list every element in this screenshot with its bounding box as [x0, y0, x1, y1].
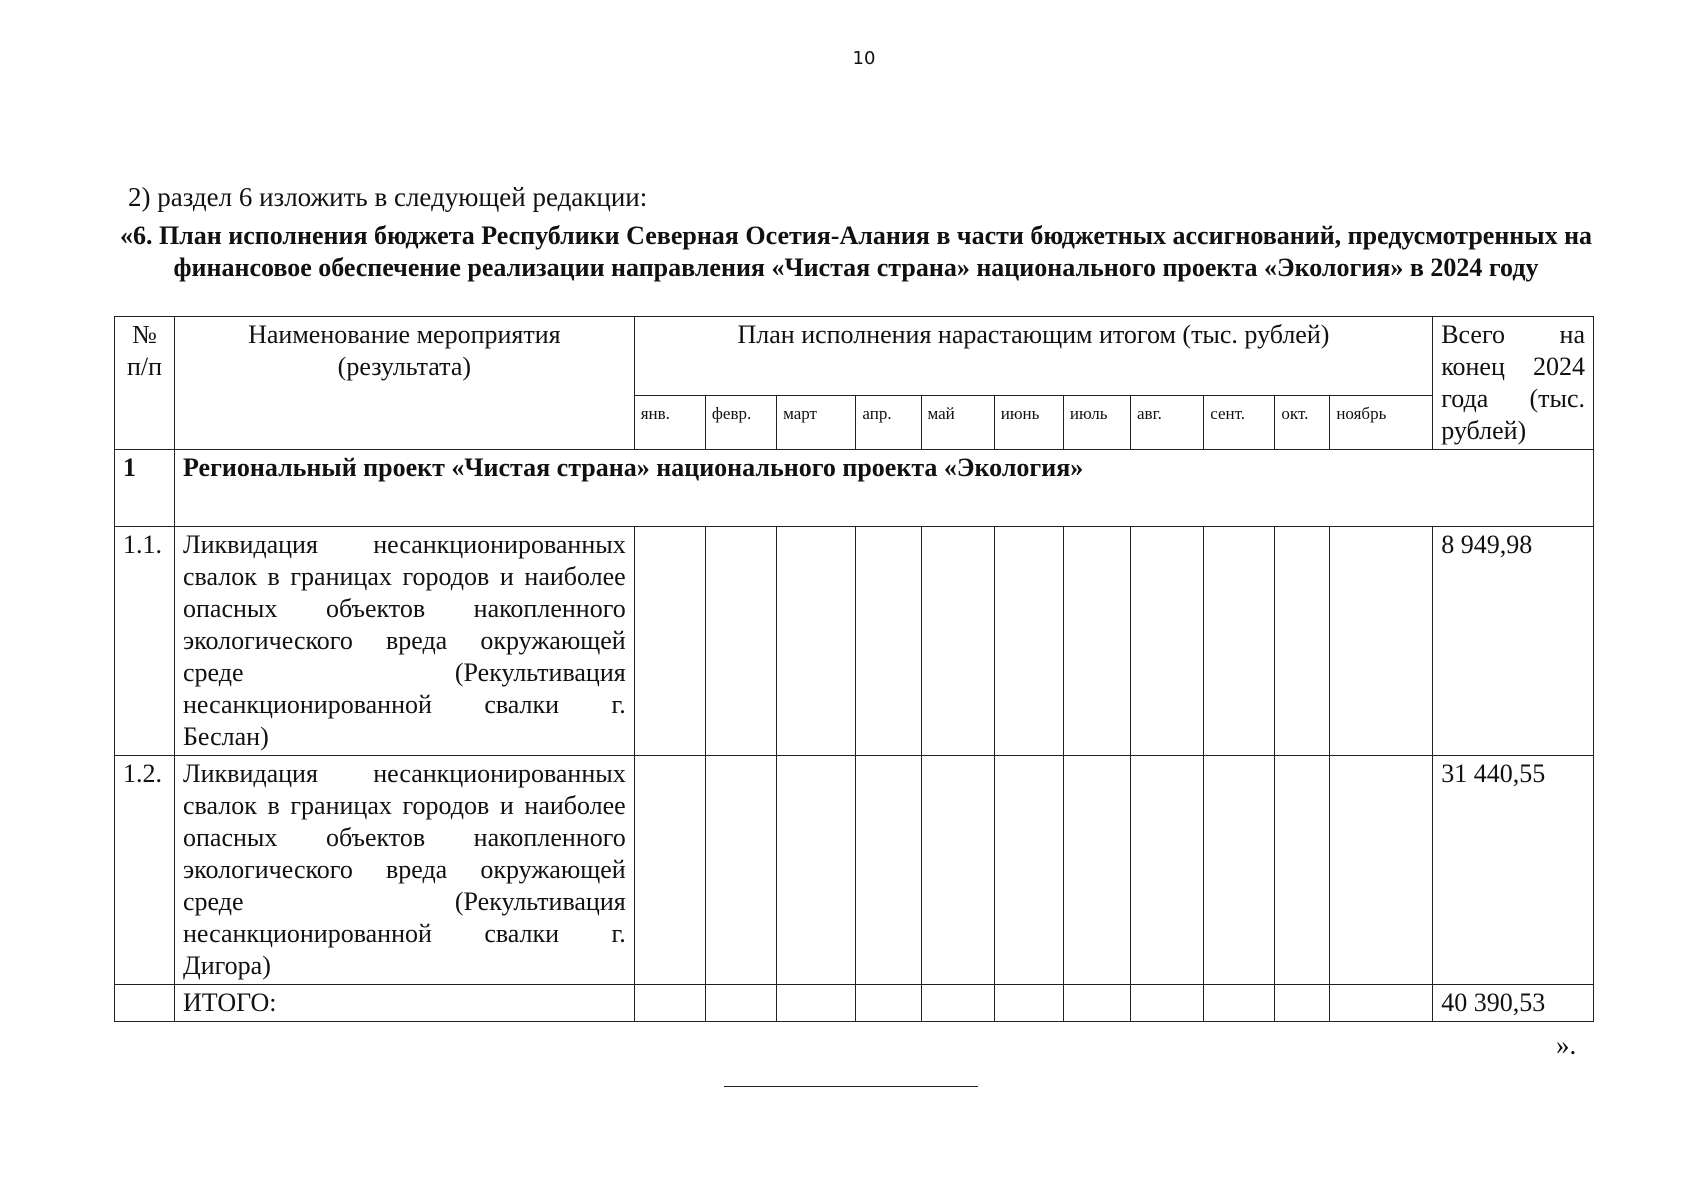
month-cell	[705, 527, 776, 756]
month-cell	[856, 756, 921, 985]
month-cell	[777, 527, 856, 756]
month-cell	[1131, 527, 1204, 756]
month-cell	[1204, 985, 1275, 1022]
month-cell	[994, 756, 1063, 985]
horizontal-rule	[724, 1086, 978, 1087]
header-number: № п/п	[115, 317, 175, 450]
month-cell	[1063, 527, 1130, 756]
section-row	[115, 450, 1594, 527]
month-cell	[1275, 527, 1330, 756]
month-cell	[1063, 756, 1130, 985]
month-cell	[705, 756, 776, 985]
month-cell	[777, 985, 856, 1022]
row-description: Ликвидация несанкционированных свалок в границах городов и наиболее опасных объектов накопленного экологического вреда окружающей среде (Рекультивация несанкционированной свалки г. Беслан)	[175, 527, 635, 756]
month-cell	[1275, 985, 1330, 1022]
header-total	[1433, 317, 1594, 450]
row-total: 31 440,55	[1433, 756, 1594, 985]
month-cell	[777, 756, 856, 985]
row-number: 1.1.	[115, 527, 175, 756]
month-apr: апр.	[856, 395, 921, 449]
month-cell	[1204, 527, 1275, 756]
table-row	[115, 527, 1594, 756]
month-cell	[1063, 985, 1130, 1022]
total-row	[115, 985, 1594, 1022]
total-row-number	[115, 985, 175, 1022]
month-aug: авг.	[1131, 395, 1204, 449]
header-plan: План исполнения нарастающим итогом (тыс. рублей)	[634, 317, 1432, 396]
month-cell	[1204, 756, 1275, 985]
month-jan: янв.	[634, 395, 705, 449]
month-oct: окт.	[1275, 395, 1330, 449]
month-cell	[634, 985, 705, 1022]
row-description: Ликвидация несанкционированных свалок в границах городов и наиболее опасных объектов накопленного экологического вреда окружающей среде (Рекультивация несанкционированной свалки г. Дигора)	[175, 756, 635, 985]
month-cell	[634, 756, 705, 985]
header-total-line: рублей)	[1441, 416, 1527, 445]
grand-total: 40 390,53	[1433, 985, 1594, 1022]
month-cell	[705, 985, 776, 1022]
month-cell	[1330, 527, 1433, 756]
month-cell	[634, 527, 705, 756]
month-mar: март	[777, 395, 856, 449]
intro-text: 2) раздел 6 изложить в следующей редакции:	[128, 182, 648, 212]
month-cell	[1275, 756, 1330, 985]
month-cell	[1330, 985, 1433, 1022]
total-label: ИТОГО:	[175, 985, 635, 1022]
month-cell	[1131, 756, 1204, 985]
month-cell	[856, 527, 921, 756]
month-sep: сент.	[1204, 395, 1275, 449]
month-feb: февр.	[705, 395, 776, 449]
month-cell	[856, 985, 921, 1022]
month-cell	[1131, 985, 1204, 1022]
table-header-row	[115, 317, 1594, 396]
month-cell	[994, 527, 1063, 756]
section-title: Региональный проект «Чистая страна» национального проекта «Экология»	[175, 450, 1594, 527]
month-cell	[921, 985, 994, 1022]
header-name: Наименование мероприятия (результата)	[175, 317, 635, 450]
budget-plan-table	[114, 316, 1594, 1022]
month-may: май	[921, 395, 994, 449]
header-total-line: года (тыс.	[1441, 384, 1585, 413]
month-cell	[921, 756, 994, 985]
row-number: 1.2.	[115, 756, 175, 985]
month-cell	[921, 527, 994, 756]
month-cell	[1330, 756, 1433, 985]
month-cell	[994, 985, 1063, 1022]
table-row	[115, 756, 1594, 985]
month-jun: июнь	[994, 395, 1063, 449]
section-number: 1	[115, 450, 175, 527]
page-number: 10	[852, 48, 876, 69]
row-total: 8 949,98	[1433, 527, 1594, 756]
month-nov: ноябрь	[1330, 395, 1433, 449]
header-total-line: конец 2024	[1441, 352, 1585, 381]
closing-quote: ».	[1556, 1030, 1577, 1060]
header-total-line: Всего на	[1441, 320, 1585, 349]
month-jul: июль	[1063, 395, 1130, 449]
section-heading: «6. План исполнения бюджета Республики Северная Осетия-Алания в части бюджетных ассигнований, предусмотренных на финансовое обеспечение реализации направления «Чистая страна» национального проекта «Экология» в 2024 году	[119, 221, 1593, 282]
